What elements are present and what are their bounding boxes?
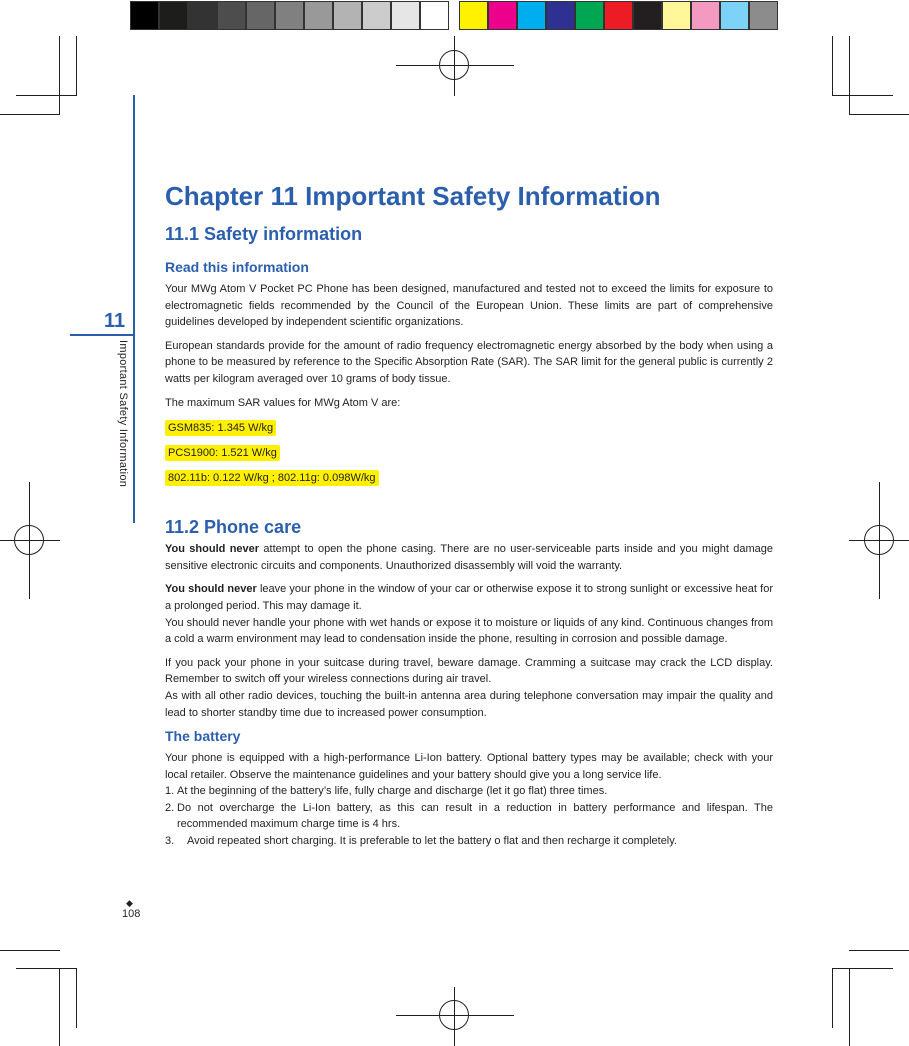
list-item-text: Avoid repeated short charging. It is preferable to let the battery o flat and then recharge it completely.	[187, 835, 677, 848]
crop-mark	[849, 968, 850, 1046]
crop-mark	[832, 968, 833, 1028]
sar-values-list	[165, 418, 773, 493]
paragraph: Your MWg Atom V Pocket PC Phone has been designed, manufactured and tested not to exceed the limits for exposure to electromagnetic fields recommended by the Council of the European Union. These limits are part of comprehensive guidelines developed by independent scientific organizations.	[165, 283, 773, 329]
list-item-text: At the beginning of the battery’s life, fully charge and discharge (let it go flat) three times.	[177, 785, 608, 798]
gray-swatch	[130, 1, 159, 30]
sar-value-gsm835: GSM835: 1.345 W/kg	[165, 420, 276, 436]
list-item	[165, 800, 773, 833]
section-title-phone-care: 11.2 Phone care	[165, 517, 302, 538]
color-swatch	[604, 1, 633, 30]
crop-mark	[833, 95, 893, 96]
page-number-diamond-icon: ◆	[126, 898, 133, 908]
color-swatch	[749, 1, 778, 30]
chapter-number: 11	[104, 310, 126, 332]
crop-mark	[833, 968, 893, 969]
page-content	[165, 180, 773, 850]
color-swatch	[720, 1, 749, 30]
subheading-battery: The battery	[165, 728, 241, 745]
color-swatch	[633, 1, 662, 30]
chapter-number-rule	[70, 334, 134, 336]
sar-value-pcs1900: PCS1900: 1.521 W/kg	[165, 445, 280, 461]
color-swatch	[488, 1, 517, 30]
page-number: 108	[122, 908, 141, 920]
gray-swatch	[246, 1, 275, 30]
battery-list	[165, 783, 773, 849]
gray-swatch	[159, 1, 188, 30]
crop-mark	[59, 968, 60, 1046]
crop-mark	[59, 36, 60, 114]
color-swatch	[459, 1, 488, 30]
crop-mark	[76, 968, 77, 1028]
crop-mark	[16, 968, 76, 969]
color-swatch	[575, 1, 604, 30]
crop-mark	[0, 114, 60, 115]
gray-swatch	[362, 1, 391, 30]
sar-value-wifi: 802.11b: 0.122 W/kg ; 802.11g: 0.098W/kg	[165, 470, 379, 486]
paragraph: Your phone is equipped with a high-performance Li-Ion battery. Optional battery types may be available; check with your local retailer. Observe the maintenance guidelines and your battery should give you a long service life.	[165, 752, 773, 781]
crop-mark	[849, 114, 909, 115]
gray-swatch	[391, 1, 420, 30]
bold-lead: You should never	[165, 543, 260, 556]
paragraph: The maximum SAR values for MWg Atom V are:	[165, 396, 401, 409]
list-item-number: 1.	[165, 785, 175, 798]
crop-mark	[76, 36, 77, 96]
paragraph: European standards provide for the amount of radio frequency electromagnetic energy absorbed by the body when using a phone to be measured by reference to the Specific Absorption Rate (SAR). The SAR limit for the general public is currently 2 watts per kilogram averaged over 10 grams of body tissue.	[165, 339, 773, 385]
list-item-number: 3.	[165, 835, 175, 848]
paragraph: You should never handle your phone with wet hands or expose it to moisture or liquids of any kind. Continuous changes from a cold a warm environment may lead to condensation inside the phone, resulting in corrosion and possible damage.	[165, 616, 773, 646]
bold-lead: You should never	[165, 583, 257, 596]
color-swatch	[662, 1, 691, 30]
color-swatch	[517, 1, 546, 30]
list-item	[165, 783, 773, 800]
gray-swatch	[304, 1, 333, 30]
chapter-side-label: Important Safety Information	[117, 340, 129, 488]
crop-mark	[849, 950, 909, 951]
list-item-number: 2.	[165, 801, 175, 814]
crop-mark	[16, 95, 76, 96]
chapter-title: Chapter 11 Important Safety Information	[165, 181, 661, 211]
color-swatch	[546, 1, 575, 30]
list-item	[165, 833, 773, 850]
gray-swatch	[188, 1, 217, 30]
crop-mark	[0, 950, 60, 951]
crop-mark	[832, 36, 833, 96]
gray-swatch	[275, 1, 304, 30]
gray-swatch	[333, 1, 362, 30]
crop-mark	[849, 36, 850, 114]
chapter-side-rule	[133, 95, 135, 523]
color-swatch	[691, 1, 720, 30]
gray-swatch	[420, 1, 449, 30]
subheading-read-this: Read this information	[165, 259, 309, 275]
section-title-safety: 11.1 Safety information	[165, 224, 363, 244]
paragraph: As with all other radio devices, touching the built-in antenna area during telephone conversation may impair the quality and lead to shorter standby time due to increased power consumption.	[165, 689, 773, 719]
list-item-text: Do not overcharge the Li-Ion battery, as this can result in a reduction in battery performance and lifespan. The recommended maximum charge time is 4 hrs.	[177, 801, 773, 831]
paragraph: If you pack your phone in your suitcase during travel, beware damage. Cramming a suitcase may crack the LCD display. Remember to switch off your wireless connections during air travel.	[165, 656, 773, 686]
paragraph: You should never attempt to open the phone casing. There are no user-serviceable parts inside and you might damage sensitive electronic circuits and components. Unauthorized disassembly will void the warranty.	[165, 543, 773, 572]
paragraph: You should never leave your phone in the window of your car or otherwise expose it to strong sunlight or excessive heat for a prolonged period. This may damage it.	[165, 583, 773, 612]
gray-swatch	[217, 1, 246, 30]
